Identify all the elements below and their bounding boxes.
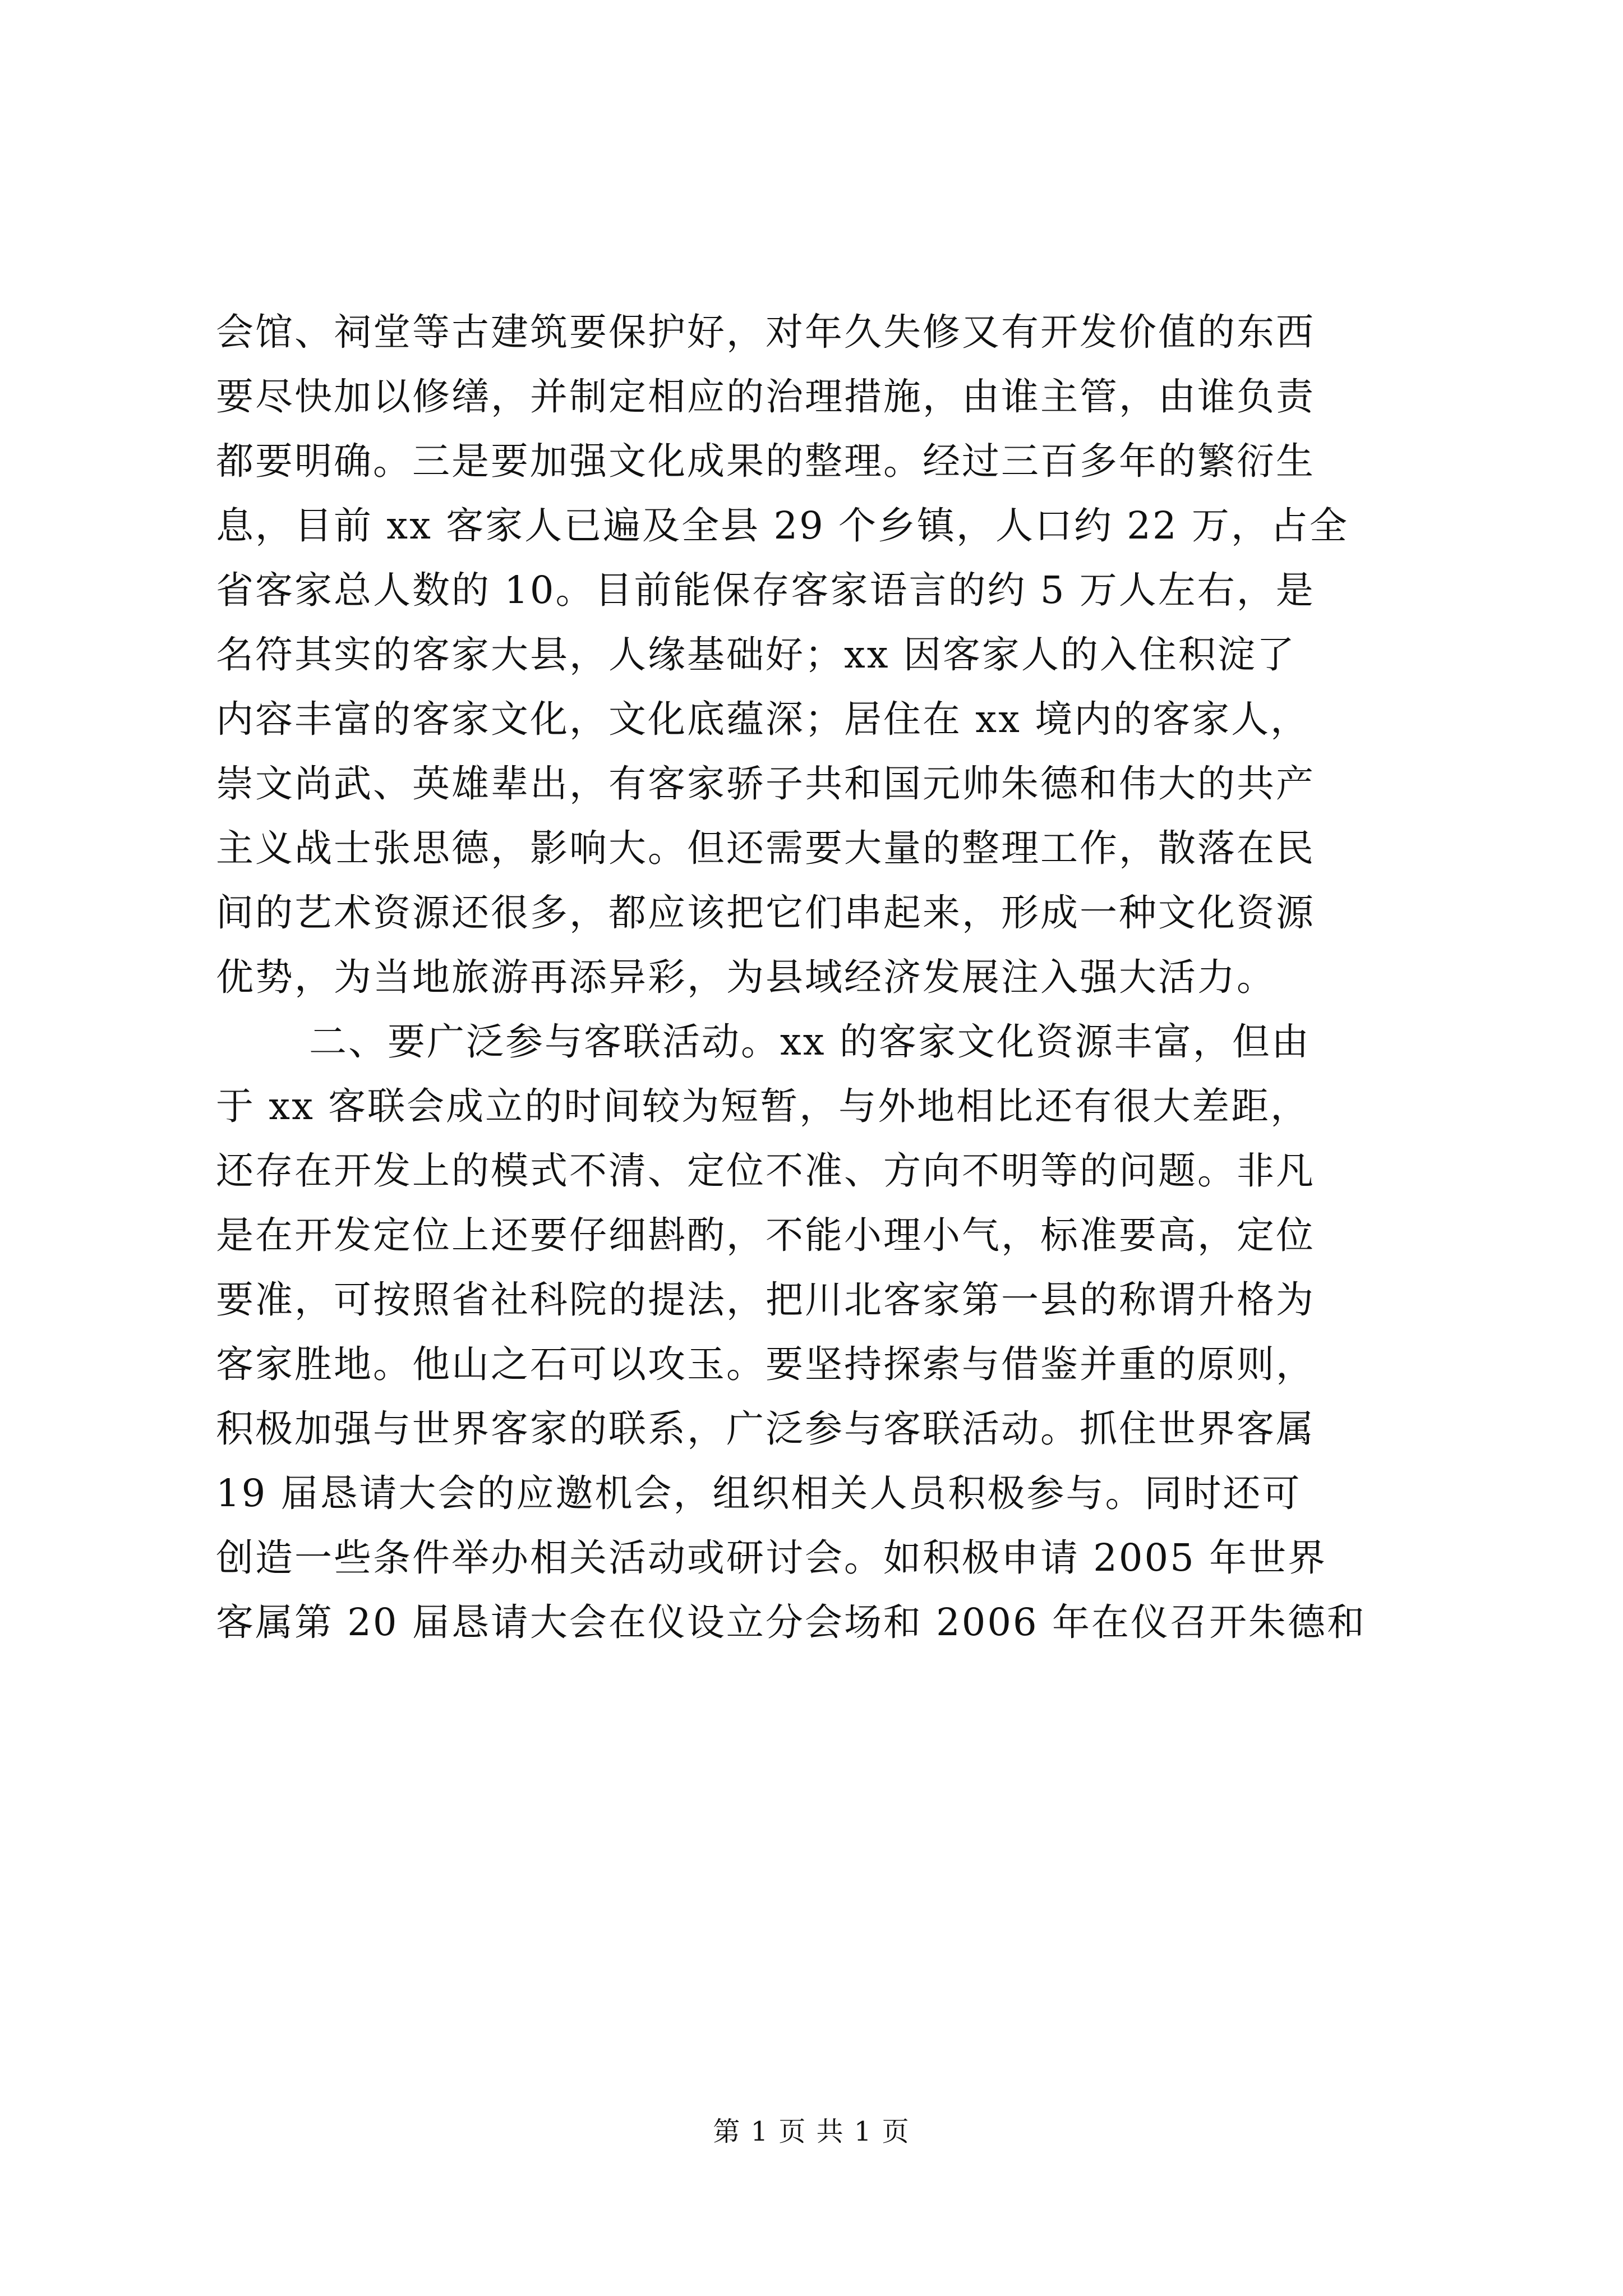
text-line: 会馆、祠堂等古建筑要保护好，对年久失修又有开发价值的东西 [216,310,1315,354]
text-line: 息，目前 xx 客家人已遍及全县 29 个乡镇，人口约 22 万，占全 [216,504,1349,547]
text-line: 于 xx 客联会成立的时间较为短暂，与外地相比还有很大差距， [216,1084,1310,1128]
text-line: 要准，可按照省社科院的提法，把川北客家第一县的称谓升格为 [216,1278,1315,1322]
text-line: 省客家总人数的 10。目前能保存客家语言的约 5 万人左右，是 [216,568,1315,612]
body-text [216,300,1410,1655]
text-line: 还存在开发上的模式不清、定位不准、方向不明等的问题。非凡 [216,1149,1315,1193]
page-number-label: 第 1 页 共 1 页 [713,2116,910,2147]
text-line: 都要明确。三是要加强文化成果的整理。经过三百多年的繁衍生 [216,439,1315,483]
text-line: 要尽快加以修缮，并制定相应的治理措施，由谁主管，由谁负责 [216,375,1315,418]
page-footer [0,2115,1623,2148]
text-line: 间的艺术资源还很多，都应该把它们串起来，形成一种文化资源 [216,891,1315,935]
text-line: 客属第 20 届恳请大会在仪设立分会场和 2006 年在仪召开朱德和 [216,1600,1366,1644]
text-line: 名符其实的客家大县，人缘基础好；xx 因客家人的入住积淀了 [216,633,1296,677]
text-line: 客家胜地。他山之石可以攻玉。要坚持探索与借鉴并重的原则， [216,1342,1315,1386]
text-line: 积极加强与世界客家的联系，广泛参与客联活动。抓住世界客属 [216,1407,1315,1451]
text-line: 创造一些条件举办相关活动或研讨会。如积极申请 2005 年世界 [216,1536,1327,1580]
text-line: 优势，为当地旅游再添异彩，为县域经济发展注入强大活力。 [216,955,1276,999]
paragraph-start-line: 二、要广泛参与客联活动。xx 的客家文化资源丰富，但由 [309,1020,1311,1064]
text-line: 是在开发定位上还要仔细斟酌，不能小理小气，标准要高，定位 [216,1213,1315,1257]
text-line: 崇文尚武、英雄辈出，有客家骄子共和国元帅朱德和伟大的共产 [216,762,1315,806]
text-line: 19 届恳请大会的应邀机会，组织相关人员积极参与。同时还可 [216,1471,1302,1515]
text-line: 内容丰富的客家文化，文化底蕴深；居住在 xx 境内的客家人， [216,697,1310,741]
text-line: 主义战士张思德，影响大。但还需要大量的整理工作，散落在民 [216,826,1315,870]
